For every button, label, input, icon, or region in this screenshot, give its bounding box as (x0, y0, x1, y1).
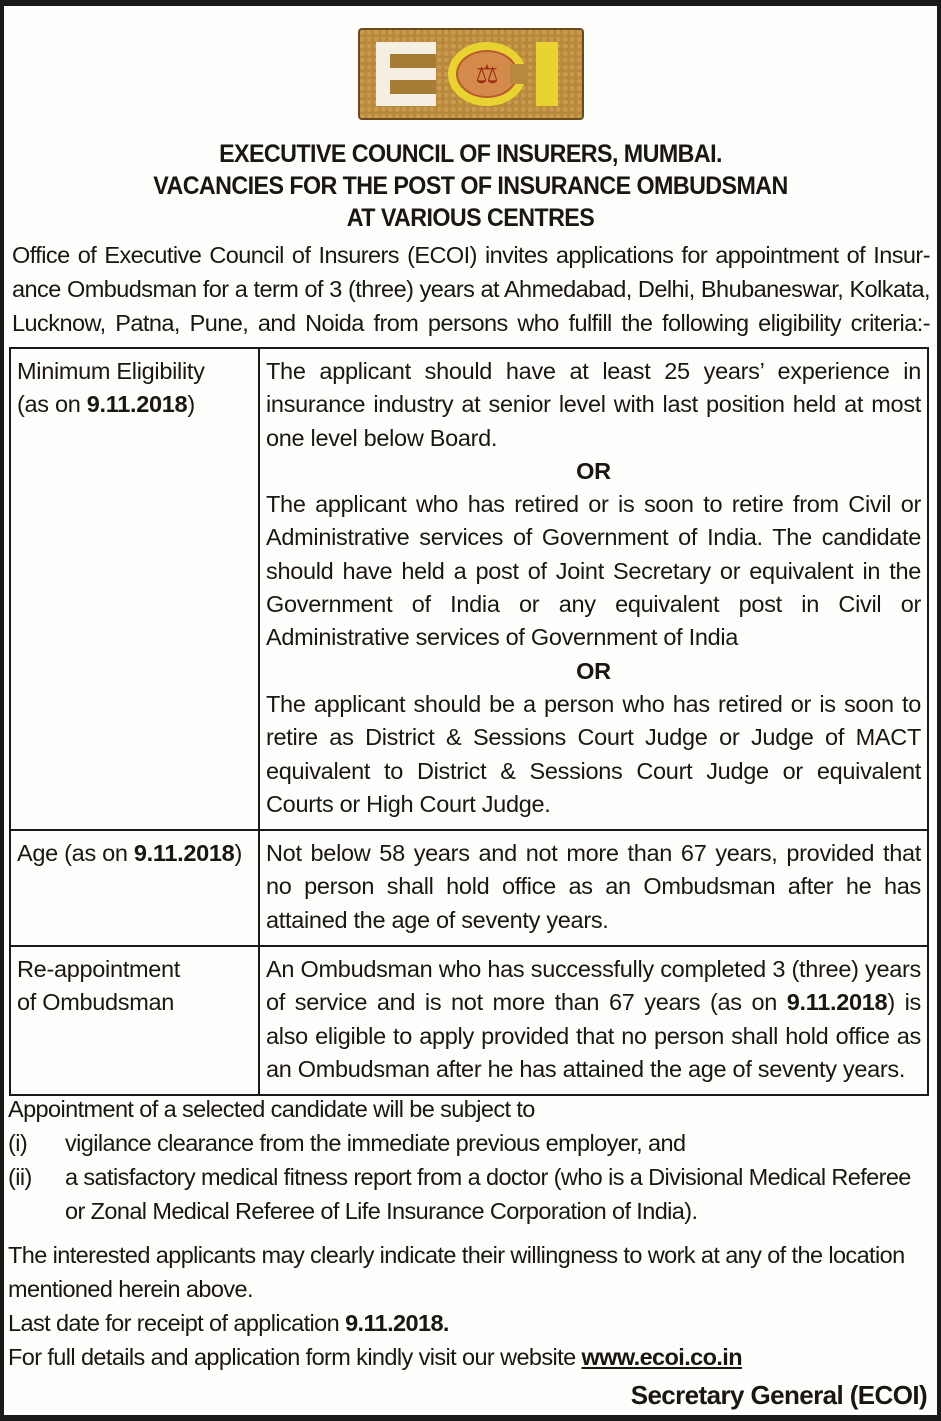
intro-line: Office of Executive Council of Insurers (ECOI) invites applications for appointment of Insur- (12, 242, 930, 268)
eligibility-table (9, 347, 929, 1096)
label-text: Age (as on (17, 840, 134, 867)
condition-item (8, 1126, 928, 1160)
details-line (8, 1340, 928, 1374)
logo-letter-c (448, 42, 526, 106)
condition-number: (i) (8, 1130, 28, 1156)
age-text: Not below 58 years and not more than 67 years, provided that no person shall hold office as an Ombudsman after he has attained the age of seventy years. (259, 830, 928, 946)
last-date-value: 9.11.2018. (345, 1310, 449, 1336)
logo-letter-i (536, 42, 558, 106)
eligibility-options (259, 348, 928, 830)
label-date: 9.11.2018 (86, 391, 188, 418)
last-date-label: Last date for receipt of application (8, 1310, 346, 1336)
vacancy-title: VACANCIES FOR THE POST OF INSURANCE OMBUDSMAN (153, 172, 788, 200)
organization-title: EXECUTIVE COUNCIL OF INSURERS, MUMBAI. (219, 140, 722, 168)
condition-text: a satisfactory medical fitness report from a doctor (who is a Divisional Medical Referee or Zonal Medical Referee of Life Insurance Corporation of India). (65, 1164, 911, 1224)
vacancy-subtitle: AT VARIOUS CENTRES (346, 204, 595, 232)
label-date: 9.11.2018 (133, 840, 235, 867)
website-link[interactable]: www.ecoi.co.in (581, 1344, 742, 1370)
table-row-reappointment (10, 946, 928, 1095)
condition-number: (ii) (8, 1164, 32, 1190)
condition-item (8, 1160, 928, 1228)
scales-of-justice-icon: ⚖ (456, 50, 518, 98)
label-text: of Ombudsman (17, 989, 175, 1016)
intro-paragraph (12, 238, 930, 340)
label-text: Minimum Eligibility (17, 358, 205, 384)
label-text: (as on (17, 391, 87, 418)
eligibility-label (10, 348, 259, 830)
age-label (10, 830, 259, 946)
label-text: ) (234, 840, 242, 867)
details-label: For full details and application form kindly visit our website (8, 1344, 582, 1370)
reappointment-label (10, 946, 259, 1095)
conditions-intro: Appointment of a selected candidate will be subject to (8, 1096, 535, 1122)
body-text: An Ombudsman who has successfully completed 3 (three) years of service and is not more than 67 years (as on (266, 956, 921, 1016)
logo-letter-e (376, 42, 436, 106)
conditions-section (8, 1092, 928, 1374)
table-row-age (10, 830, 928, 946)
label-text: ) (187, 391, 195, 418)
or-separator: OR (576, 657, 611, 684)
body-text: ) is also eligible to apply provided that no person shall hold office as an Ombudsman after he has attained the age of seventy years. (266, 989, 921, 1082)
willingness-note: The interested applicants may clearly indicate their willingness to work at any of the location mentioned herein above. (8, 1242, 905, 1302)
last-date-line (8, 1306, 928, 1340)
body-date: 9.11.2018 (786, 989, 888, 1016)
eligibility-option-2: The applicant who has retired or is soon to retire from Civil or Administrative services of Government of India. The candidate should have held a post of Joint Secretary or equivalent in the Government of India or any equivalent post in Civil or Administrative services of Government of India (266, 491, 921, 651)
label-text: Re-appointment (17, 956, 181, 983)
table-row-eligibility (10, 348, 928, 830)
reappointment-text (259, 946, 928, 1095)
intro-line: ance Ombudsman for a term of 3 (three) years at Ahmedabad, Delhi, Bhubaneswar, Kolkata, (12, 276, 930, 302)
signature: Secretary General (ECOI) (630, 1380, 927, 1410)
or-separator: OR (576, 457, 611, 484)
intro-line: Lucknow, Patna, Pune, and Noida from persons who fulfill the following eligibility criteria:- (12, 310, 930, 336)
eligibility-option-1: The applicant should have at least 25 years’ experience in insurance industry at senior level with last position held at most one level below Board. (266, 358, 921, 451)
eligibility-option-3: The applicant should be a person who has retired or is soon to retire as District & Sessions Court Judge or Judge of MACT equivalent to District & Sessions Court Judge or equivalent Courts or High Court Judge. (266, 690, 921, 817)
condition-text: vigilance clearance from the immediate previous employer, and (65, 1130, 686, 1156)
ecoi-logo (358, 28, 584, 120)
